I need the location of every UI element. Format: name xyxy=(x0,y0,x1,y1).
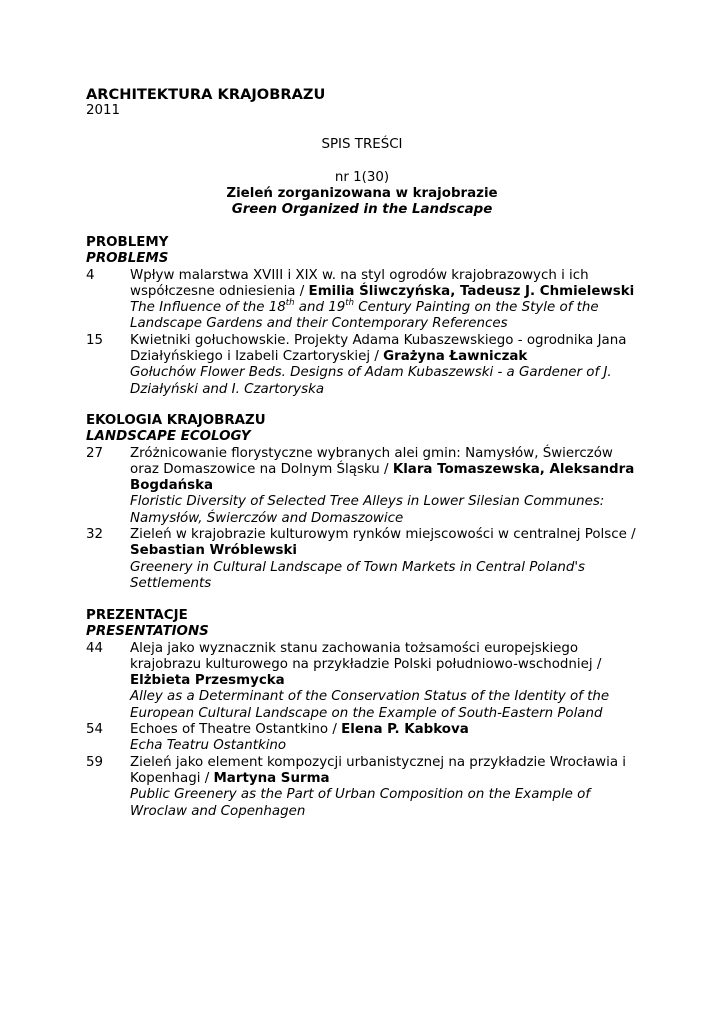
journal-title: ARCHITEKTURA KRAJOBRAZU xyxy=(86,86,326,103)
entry-title-pl: Echoes of Theatre Ostantkino / xyxy=(130,722,337,738)
entry-author: Elżbieta Przesmycka xyxy=(130,673,285,689)
toc-entry[interactable] xyxy=(86,722,646,755)
toc-entry[interactable] xyxy=(86,527,646,592)
entry-text xyxy=(130,527,646,560)
entry-page-number: 59 xyxy=(86,754,104,770)
issue-title-en: Green Organized in the Landscape xyxy=(231,202,493,217)
entry-title-pl: Zieleń w krajobrazie kulturowym rynków miejscowości w centralnej Polsce / xyxy=(130,527,636,543)
entry-page-number: 4 xyxy=(86,267,95,283)
entry-title-pl: Zróżnicowanie florystyczne wybranych alei gmin: Namysłów, Świerczów oraz Domaszowice na Dolnym Śląsku / xyxy=(130,445,613,477)
entry-title-pl: Kwietniki gołuchowskie. Projekty Adama Kubaszewskiego - ogrodnika Jana Działyńskiego i Izabeli Czartoryskiej / xyxy=(130,332,627,365)
entry-title-en: Alley as a Determinant of the Conservation Status of the Identity of the European Cultural Landscape on the Example of South-Eastern Poland xyxy=(130,689,610,721)
section-title-en: LANDSCAPE ECOLOGY xyxy=(86,429,251,445)
entry-text xyxy=(130,446,646,495)
toc-entry[interactable] xyxy=(86,333,646,398)
entry-title-en: Floristic Diversity of Selected Tree Alleys in Lower Silesian Communes: Namysłów, Świerczów and Domaszowice xyxy=(130,494,605,526)
section-title: PREZENTACJE xyxy=(86,608,188,623)
section-title: EKOLOGIA KRAJOBRAZU xyxy=(86,413,266,428)
toc-entry[interactable] xyxy=(86,446,646,527)
entry-title-pl: Zieleń jako element kompozycji urbanistycznej na przykładzie Wrocławia i Kopenhagi / xyxy=(130,754,627,786)
entry-author: Grażyna Ławniczak xyxy=(383,349,528,365)
section-problems xyxy=(86,235,646,398)
section-title: PROBLEMY xyxy=(86,235,169,250)
entry-author: Elena P. Kabkova xyxy=(341,722,469,738)
section-presentations xyxy=(86,608,646,820)
section-landscape-ecology xyxy=(86,413,646,592)
entry-author: Klara Tomaszewska, Aleksandra Bogdańska xyxy=(130,461,635,494)
entry-title-en: Echa Teatru Ostantkino xyxy=(130,738,287,754)
entry-page-number: 44 xyxy=(86,640,104,656)
entry-author: Martyna Surma xyxy=(213,770,330,786)
entry-title-pl: Aleja jako wyznacznik stanu zachowania tożsamości europejskiego krajobrazu kulturowego na przykładzie Polski południowo-wschodniej / xyxy=(130,640,602,672)
issue-title: Zieleń zorganizowana w krajobrazie xyxy=(226,186,498,201)
entry-title-en: Gołuchów Flower Beds. Designs of Adam Kubaszewski - a Gardener of J. Działyński and I. Czartoryska xyxy=(130,365,612,397)
section-title-en: PROBLEMS xyxy=(86,251,169,267)
journal-year: 2011 xyxy=(86,103,121,118)
section-title-en: PRESENTATIONS xyxy=(86,624,209,640)
entry-page-number: 32 xyxy=(86,527,104,543)
entry-text xyxy=(130,722,646,738)
entry-page-number: 27 xyxy=(86,445,104,461)
issue-number: nr 1(30) xyxy=(334,170,390,185)
entry-author: Sebastian Wróblewski xyxy=(130,543,297,559)
toc-entry[interactable] xyxy=(86,755,646,820)
entry-page-number: 15 xyxy=(86,332,104,348)
entry-text xyxy=(130,755,646,788)
entry-text xyxy=(130,333,646,366)
entry-text xyxy=(130,641,646,690)
toc-entry[interactable] xyxy=(86,268,646,333)
entry-title-en: The Influence of the 18th and 19th Century Painting on the Style of the Landscape Gardens and their Contemporary References xyxy=(130,297,599,332)
entry-text xyxy=(130,268,646,301)
toc-entry[interactable] xyxy=(86,641,646,722)
entry-title-pl: Wpływ malarstwa XVIII i XIX w. na styl ogrodów krajobrazowych i ich współczesne odniesienia / xyxy=(130,267,589,299)
entry-title-en: Greenery in Cultural Landscape of Town Markets in Central Poland's Settlements xyxy=(130,559,586,591)
entry-page-number: 54 xyxy=(86,722,104,738)
entry-title-en: Public Greenery as the Part of Urban Composition on the Example of Wroclaw and Copenhagen xyxy=(130,787,591,819)
entry-author: Emilia Śliwczyńska, Tadeusz J. Chmielewski xyxy=(308,283,635,299)
toc-heading: SPIS TREŚCI xyxy=(321,137,403,152)
